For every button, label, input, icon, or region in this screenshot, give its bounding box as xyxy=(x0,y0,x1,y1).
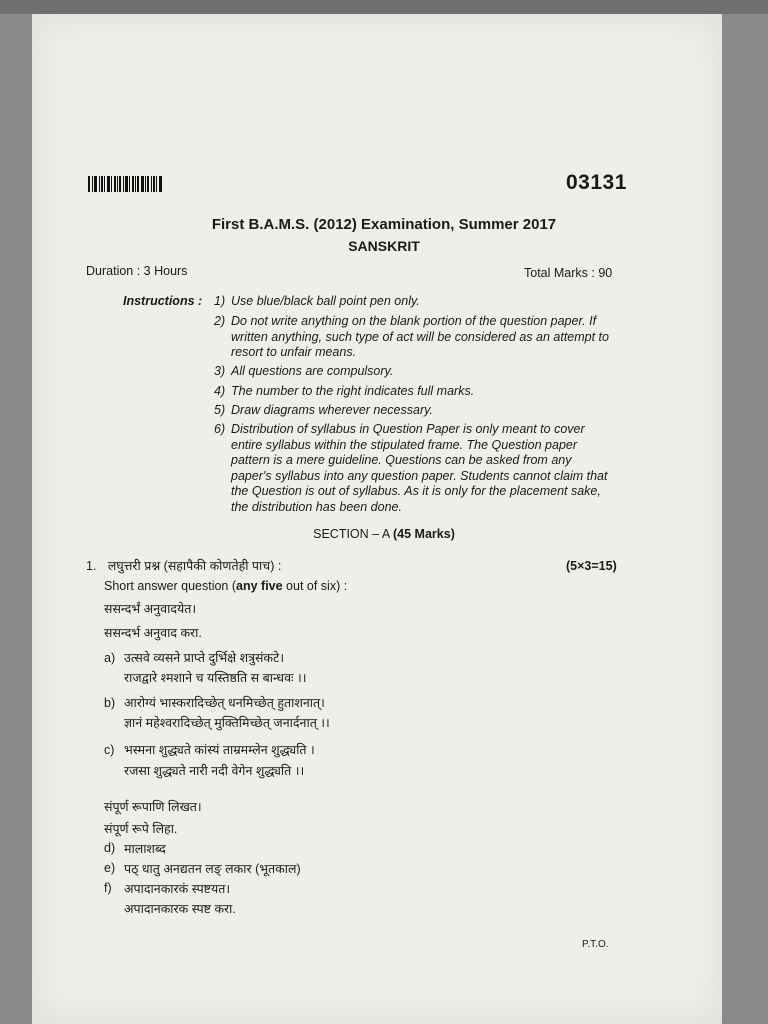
sub-c-label: c) xyxy=(104,743,115,757)
question-heading-english xyxy=(104,579,347,593)
sub-f-label: f) xyxy=(104,881,112,895)
sub-c-line-1: भस्मना शुद्ध्यते कांस्यं ताम्रमम्लेन शुद्ध्यति । xyxy=(124,743,315,757)
instruction-text: Do not write anything on the blank portion of the question paper. If written anything, such type of act will be considered as an attempt to resort to unfair means. xyxy=(231,314,609,359)
forms-heading-marathi: संपूर्ण रूपे लिहा. xyxy=(104,822,178,836)
section-heading xyxy=(0,527,768,541)
instruction-text: All questions are compulsory. xyxy=(231,364,394,378)
question-number: 1. xyxy=(86,559,97,573)
instruction-5 xyxy=(214,403,614,419)
instruction-number: 4) xyxy=(214,384,226,398)
sub-e-label: e) xyxy=(104,861,116,875)
section-marks: (45 Marks) xyxy=(393,527,455,541)
question-1-heading xyxy=(86,558,281,574)
instruction-6 xyxy=(214,422,614,515)
question-heading-marathi: लघुत्तरी प्रश्न (सहापैकी कोणतेही पाच) : xyxy=(107,559,282,573)
sub-d-text: मालाशब्द xyxy=(124,842,166,856)
heading-en-suffix: out of six) : xyxy=(282,579,348,593)
sub-c-line-2: रजसा शुद्ध्यते नारी नदी वेगेन शुद्ध्यति ।। xyxy=(124,764,305,778)
scan-top-edge xyxy=(0,0,768,14)
translate-heading-marathi: ससन्दर्भ अनुवाद करा. xyxy=(104,626,202,640)
instruction-number: 1) xyxy=(214,294,226,308)
instruction-text: The number to the right indicates full marks. xyxy=(231,384,475,398)
barcode xyxy=(88,176,176,192)
instruction-number: 3) xyxy=(214,364,226,378)
sub-b-line-2: ज्ञानं महेश्वरादिच्छेत् मुक्तिमिच्छेत् जनार्दनात् ।। xyxy=(124,716,330,730)
duration: Duration : 3 Hours xyxy=(86,264,188,278)
instruction-1 xyxy=(214,294,614,310)
instruction-2 xyxy=(214,314,614,361)
heading-en-prefix: Short answer question ( xyxy=(104,579,237,593)
total-marks: Total Marks : 90 xyxy=(524,266,613,280)
translate-heading-sanskrit: ससन्दर्भं अनुवादयेत। xyxy=(104,602,197,616)
section-title: SECTION – A xyxy=(313,527,394,541)
sub-e-text: पठ् धातु अनद्यतन लङ् लकार (भूतकाल) xyxy=(124,862,301,876)
sub-b-line-1: आरोग्यं भास्करादिच्छेत् धनमिच्छेत् हुताशनात्। xyxy=(124,696,325,710)
sub-f-line-2: अपादानकारक स्पष्ट करा. xyxy=(124,902,236,916)
instruction-4 xyxy=(214,384,614,400)
exam-title: First B.A.M.S. (2012) Examination, Summer 2017 xyxy=(211,216,557,233)
instruction-number: 6) xyxy=(214,422,226,436)
sub-a-line-1: उत्सवे व्यसने प्राप्ते दुर्भिक्षे शत्रुसंकटे। xyxy=(124,651,285,665)
sub-d-label: d) xyxy=(104,841,116,855)
instruction-text: Distribution of syllabus in Question Paper is only meant to cover entire syllabus within the stipulated frame. The Question paper pattern is a mere guideline. Questions can be asked from any paper's syllabus into any question paper. Students cannot claim that the Question is out of syllabus. As it is only for the placement sake, the distribution has been done. xyxy=(231,422,608,514)
instruction-3 xyxy=(214,364,614,380)
paper-code: 03131 xyxy=(566,171,627,194)
forms-heading-sanskrit: संपूर्ण रूपाणि लिखत। xyxy=(104,800,202,814)
instructions-label: Instructions : xyxy=(123,294,203,308)
instruction-text: Draw diagrams wherever necessary. xyxy=(231,403,433,417)
question-1-marks: (5×3=15) xyxy=(566,559,617,573)
page-turn-over: P.T.O. xyxy=(582,939,609,950)
subject-title: SANSKRIT xyxy=(348,238,420,254)
sub-a-label: a) xyxy=(104,651,116,665)
sub-a-line-2: राजद्वारे श्मशाने च यस्तिष्ठति स बान्धवः ।। xyxy=(124,671,307,685)
sub-b-label: b) xyxy=(104,696,116,710)
heading-en-bold: any five xyxy=(236,579,283,593)
instruction-number: 2) xyxy=(214,314,226,328)
instruction-number: 5) xyxy=(214,403,226,417)
sub-f-line-1: अपादानकारकं स्पष्टयत। xyxy=(124,882,231,896)
instruction-text: Use blue/black ball point pen only. xyxy=(231,294,420,308)
